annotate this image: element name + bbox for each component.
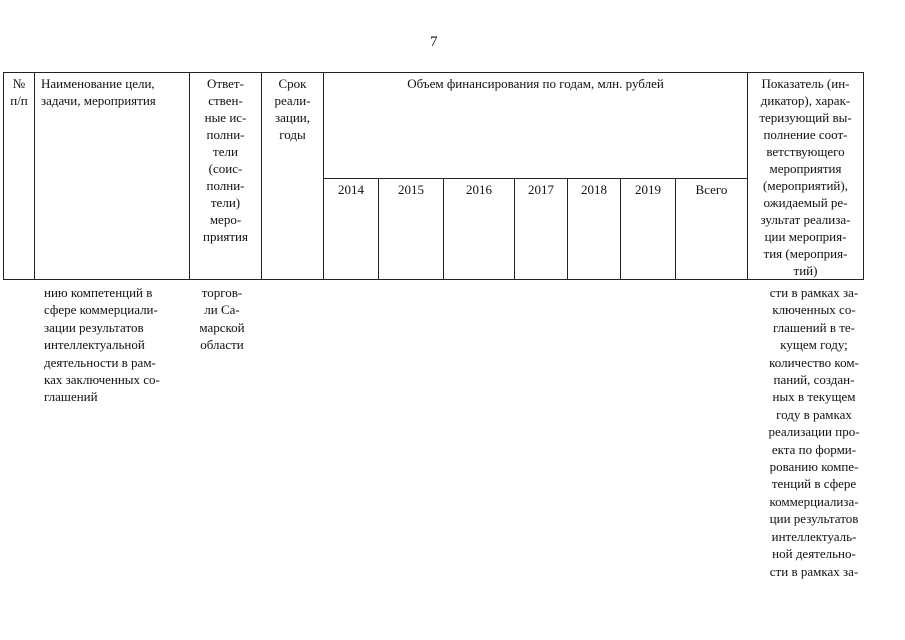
page-number: 7 — [430, 34, 438, 50]
funding-table — [3, 72, 864, 280]
header-year-2017: 2017 — [515, 178, 568, 279]
header-funding: Объем финансирования по годам, млн. рублей — [324, 73, 748, 179]
header-name: Наименование цели, задачи, мероприятия — [35, 73, 190, 280]
continuation-name-text: нию компетенций в сфере коммерциали- зации результатов интеллектуальной деятельности в рам- ках заключенных со- глашений — [44, 285, 160, 405]
header-year-2016: 2016 — [444, 178, 515, 279]
header-term: Срок реали- зации, годы — [262, 73, 324, 280]
header-year-2015: 2015 — [379, 178, 444, 279]
header-indicator: Показатель (ин- дикатор), харак- теризующий вы- полнение соот- ветствующего мероприятия (мероприятий), ожидаемый ре- зультат реализа- ции мероприя- тия (мероприя- тий) — [748, 73, 864, 280]
header-year-2014: 2014 — [324, 178, 379, 279]
header-num: № п/п — [4, 73, 35, 280]
header-year-2018: 2018 — [568, 178, 621, 279]
header-year-2019: 2019 — [621, 178, 676, 279]
header-executor: Ответ- ствен- ные ис- полни- тели (соис- полни- тели) меро- приятия — [190, 73, 262, 280]
continuation-executor-text: торгов- ли Са- марской области — [199, 285, 245, 353]
header-total: Всего — [676, 178, 748, 279]
continuation-indicator-text: сти в рамках за- ключенных со- глашений в те- кущем году; количество ком- паний, создан- ных в текущем году в рамках реализации про- екта по форми- рованию компе- тенций в сфере коммерциализа- ции результатов интеллектуаль- ной деятельно- сти в рамках за- — [768, 285, 860, 579]
